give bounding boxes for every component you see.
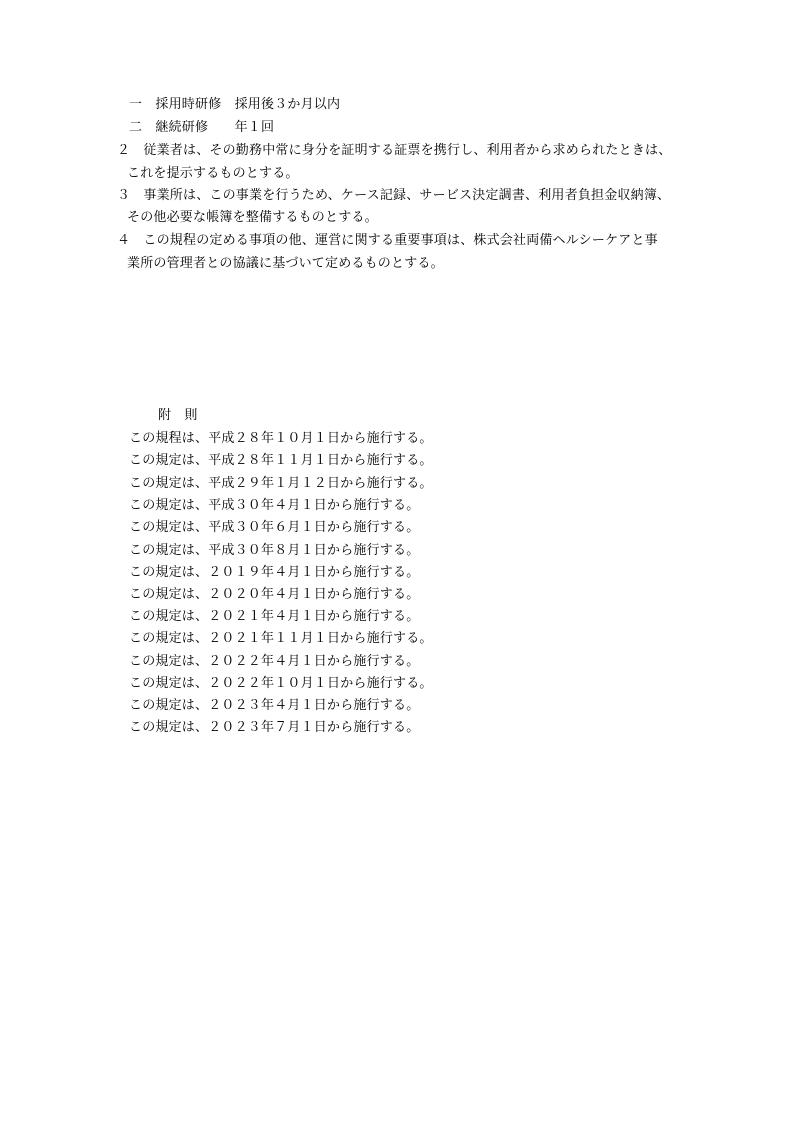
supplementary-entry: この規定は、平成３０年４月１日から施行する。 xyxy=(129,498,420,513)
supplementary-entry: この規定は、２０２２年４月１日から施行する。 xyxy=(129,654,420,669)
supplementary-entry: この規定は、２０２２年１０月１日から施行する。 xyxy=(129,676,433,691)
supplementary-entry: この規定は、２０２１年４月１日から施行する。 xyxy=(129,609,420,624)
sub-item-continuing-training: 二 継続研修 年１回 xyxy=(129,120,275,135)
paragraph-4-line-2: 業所の管理者との協議に基づいて定めるものとする。 xyxy=(127,256,444,271)
paragraph-3-line-2: その他必要な帳簿を整備するものとする。 xyxy=(127,210,378,225)
supplementary-heading: 附 則 xyxy=(158,408,198,423)
paragraph-2-line-1: ２ 従業者は、その勤務中常に身分を証明する証票を携行し、利用者から求められたときは、 xyxy=(117,143,672,158)
supplementary-entry: この規定は、平成２９年１月１２日から施行する。 xyxy=(129,476,433,491)
supplementary-entry: この規定は、２０２３年４月１日から施行する。 xyxy=(129,698,420,713)
supplementary-entry: この規定は、２０２０年４月１日から施行する。 xyxy=(129,587,420,602)
paragraph-3-line-1: ３ 事業所は、この事業を行うため、ケース記録、サービス決定調書、利用者負担金収納簿、 xyxy=(117,188,671,203)
supplementary-entry: この規程は、平成２８年１０月１日から施行する。 xyxy=(129,431,433,446)
paragraph-2-line-2: これを提示するものとする。 xyxy=(127,166,299,181)
sub-item-initial-training: 一 採用時研修 採用後３か月以内 xyxy=(129,97,341,112)
supplementary-entry: この規定は、２０１９年４月１日から施行する。 xyxy=(129,565,420,580)
supplementary-entry: この規定は、２０２３年７月１日から施行する。 xyxy=(129,720,420,735)
supplementary-entry: この規定は、平成２８年１１月１日から施行する。 xyxy=(129,453,433,468)
supplementary-entry: この規定は、２０２１年１１月１日から施行する。 xyxy=(129,631,433,646)
paragraph-4-line-1: ４ この規程の定める事項の他、運営に関する重要事項は、株式会社両備ヘルシーケアと事 xyxy=(117,233,658,248)
supplementary-entry: この規定は、平成３０年６月１日から施行する。 xyxy=(129,520,420,535)
supplementary-entry: この規定は、平成３０年８月１日から施行する。 xyxy=(129,543,420,558)
